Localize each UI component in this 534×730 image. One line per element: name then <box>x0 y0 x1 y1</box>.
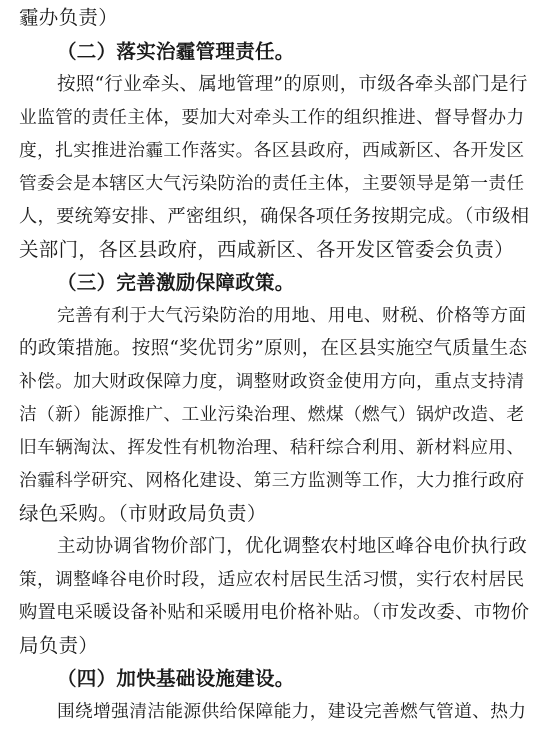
text-line: 完善有利于大气污染防治的用地、用电、财税、价格等方面 <box>57 306 527 326</box>
text-line: 围绕增强清洁能源供给保障能力，建设完善燃气管道、热力 <box>57 702 527 722</box>
text-line: 霾办负责） <box>19 6 119 29</box>
text-line: 购置电采暖设备补贴和采暖用电价格补贴。（市发改委、市物价 <box>19 602 530 623</box>
text-line: 治霾科学研究、网格化建设、第三方监测等工作，大力推行政府 <box>19 471 525 491</box>
text-line: 主动协调省物价部门，优化调整农村地区峰谷电价执行政 <box>57 536 528 557</box>
text-line: 业监管的责任主体，要加大对牵头工作的组织推进、督导督办力 <box>19 108 525 128</box>
text-line: 策，调整峰谷电价时段，适应农村居民生活习惯，实行农村居民 <box>19 570 525 590</box>
section-heading: （二）落实治霾管理责任。 <box>57 40 295 63</box>
text-line: 旧车辆淘汰、挥发性有机物治理、秸秆综合利用、新材料应用、 <box>19 438 525 458</box>
section-heading: （三）完善激励保障政策。 <box>57 271 295 294</box>
text-line: 度，扎实推进治霾工作落实。各区县政府，西咸新区、各开发区 <box>19 141 525 161</box>
text-line: 关部门，各区县政府，西咸新区、各开发区管委会负责） <box>19 238 515 261</box>
text-line: 局负责） <box>19 634 99 657</box>
text-line: 管委会是本辖区大气污染防治的责任主体，主要领导是第一责任 <box>19 174 525 194</box>
text-line: 的政策措施。按照“奖优罚劣”原则，在区县实施空气质量生态 <box>19 338 528 359</box>
text-line: 按照“行业牵头、属地管理”的原则，市级各牵头部门是行 <box>57 74 528 95</box>
text-line: 补偿。加大财政保障力度，调整财政资金使用方向，重点支持清 <box>19 372 525 392</box>
text-line: 洁（新）能源推广、工业污染治理、燃煤（燃气）锅炉改造、老 <box>19 405 525 425</box>
text-line: 人，要统筹安排、严密组织，确保各项任务按期完成。（市级相 <box>19 206 530 227</box>
text-line: 绿色采购。（市财政局负责） <box>19 502 267 525</box>
section-heading: （四）加快基础设施建设。 <box>57 667 295 690</box>
